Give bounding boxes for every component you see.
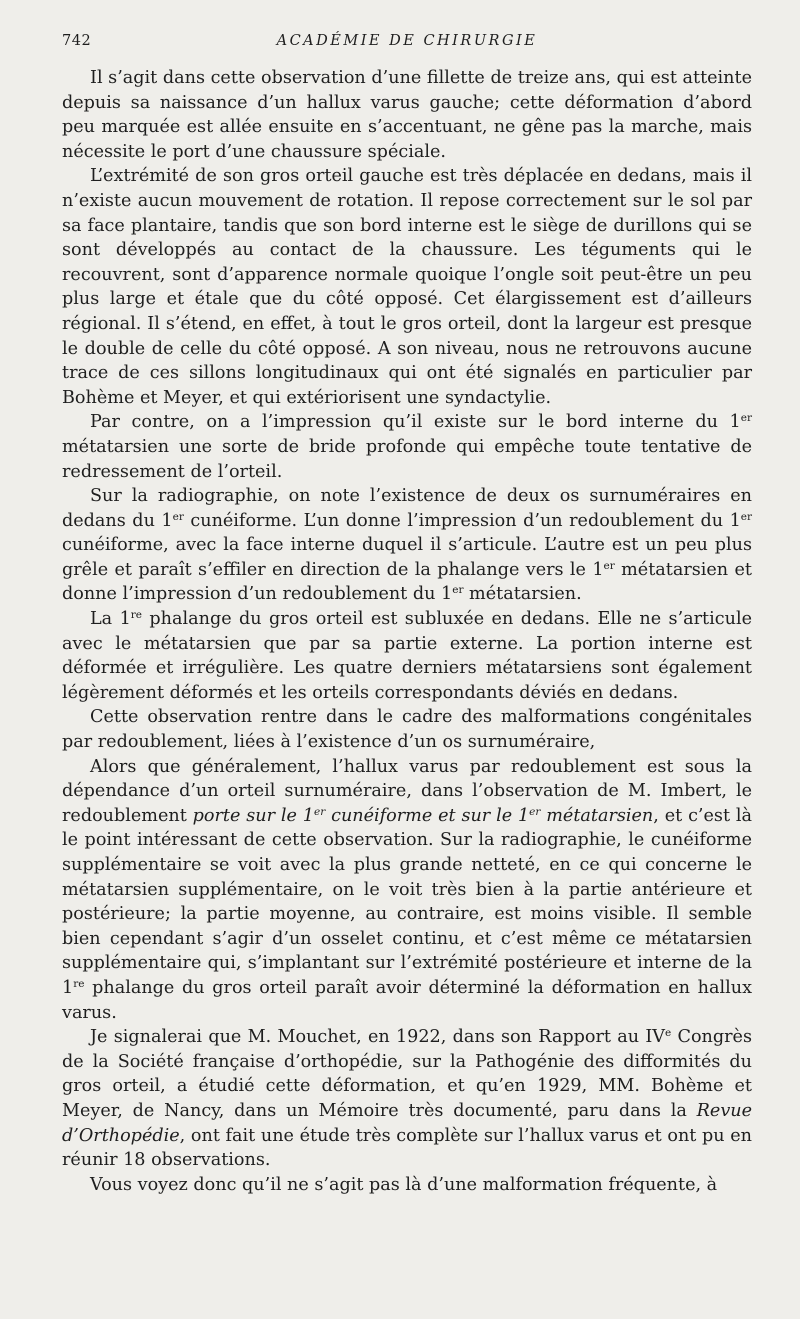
text-run: Sur la radiographie, on note l’existence de deux os surnuméraires en dedans du 1: [62, 486, 752, 531]
text-run: Vous voyez donc qu’il ne s’agit pas là d’une malformation fréquente, à: [90, 1174, 718, 1195]
paragraph: [62, 1173, 752, 1198]
paragraph: [62, 705, 752, 754]
text-run: phalange du gros orteil est subluxée en dedans. Elle ne s’articule avec le métatarsien que par sa partie externe. La portion interne est déformée et irrégulière. Les quatre derniers métatarsiens sont également légèrement déformés et les orteils correspondants déviés en dedans.: [62, 609, 752, 703]
text-run: cunéiforme, avec la face interne duquel il s’articule. L’autre est un peu plus grêle et paraît s’effiler en direction de la phalange vers le 1: [62, 535, 752, 580]
ordinal-superscript: re: [73, 978, 85, 991]
italic-text: Revue d’Orthopédie: [62, 1100, 752, 1146]
paragraph: [62, 66, 752, 164]
text-run: Par contre, on a l’impression qu’il existe sur le bord interne du 1: [90, 412, 741, 433]
text-run: Je signalerai que M. Mouchet, en 1922, dans son Rapport au IV: [90, 1027, 665, 1048]
paragraph: [62, 164, 752, 410]
text-run: La 1: [90, 609, 131, 630]
text-run: Cette observation rentre dans le cadre des malformations congénitales par redoublement, liées à l’existence d’un os surnuméraire,: [62, 707, 752, 753]
text-run: , ont fait une étude très complète sur l’hallux varus et ont pu en réunir 18 observations.: [62, 1125, 752, 1171]
article-body: [62, 66, 752, 1197]
page-number: 742: [62, 33, 92, 49]
paragraph: [62, 755, 752, 1026]
text-run: Congrès de la Société française d’orthopédie, sur la Pathogénie des difformités du gros orteil, a étudié cette déformation, et qu’en 1929, MM. Bohème et Meyer, de Nancy, dans un Mémoire très documenté, paru dans la: [62, 1027, 752, 1121]
text-run: , et c’est là le point intéressant de cette observation. Sur la radiographie, le cunéiforme supplémentaire se voit avec la plus grande netteté, en ce qui concerne le métatarsien supplémentaire, on le voit très bien à la partie antérieure et postérieure; la partie moyenne, au contraire, est moins visible. Il semble bien cependant s’agir d’un osselet continu, et c’est même ce métatarsien supplémentaire qui, s’implantant sur l’extrémité postérieure et interne de la 1: [62, 805, 752, 998]
italic-text: métatarsien: [540, 805, 654, 826]
text-run: Il s’agit dans cette observation d’une fillette de treize ans, qui est atteinte depuis sa naissance d’un hallux varus gauche; cette déformation d’abord peu marquée est allée ensuite en s’accentuant, ne gêne pas la marche, mais nécessite le port d’une chaussure spéciale.: [62, 68, 752, 162]
ordinal-superscript: er: [172, 510, 184, 523]
text-run: phalange du gros orteil paraît avoir déterminé la déformation en hallux varus.: [62, 977, 752, 1023]
paragraph: [62, 607, 752, 705]
text-run: Alors que généralement, l’hallux varus par redoublement est sous la dépendance d’un orteil surnuméraire, dans l’observation de M. Imbert, le redoublement: [62, 756, 752, 826]
ordinal-superscript: er: [603, 560, 615, 573]
ordinal-superscript: re: [130, 609, 143, 622]
paragraph: [62, 1025, 752, 1173]
ordinal-superscript: e: [665, 1027, 672, 1040]
ordinal-superscript: er: [452, 584, 464, 597]
ordinal-superscript: er: [740, 412, 752, 425]
text-run: métatarsien et donne l’impression d’un redoublement du 1: [62, 559, 752, 605]
running-title: ACADÉMIE DE CHIRURGIE: [276, 33, 538, 49]
paragraph: [62, 410, 752, 484]
page-header: [62, 33, 752, 55]
ordinal-superscript: er: [314, 806, 326, 819]
text-run: cunéiforme. L’un donne l’impression d’un redoublement du 1: [183, 510, 741, 531]
text-run: métatarsien.: [463, 584, 582, 605]
text-run: L’extrémité de son gros orteil gauche est très déplacée en dedans, mais il n’existe aucun mouvement de rotation. Il repose correctement sur le sol par sa face plantaire, tandis que son bord interne est le siège de durillons qui se sont développés au contact de la chaussure. Les téguments qui le recouvrent, sont d’apparence normale quoique l’ongle soit peut-être un peu plus large et étale que du côté opposé. Cet élargissement est d’ailleurs régional. Il s’étend, en effet, à tout le gros orteil, dont la largeur est presque le double de celle du côté opposé. A son niveau, nous ne retrouvons aucune trace de ces sillons longitudinaux qui ont été signalés en particulier par Bohème et Meyer, et qui extériorisent une syndactylie.: [62, 166, 752, 408]
ordinal-superscript: er: [740, 510, 752, 523]
text-run: métatarsien une sorte de bride profonde qui empêche toute tentative de redressement de l’orteil.: [62, 436, 752, 482]
paragraph: [62, 484, 752, 607]
ordinal-superscript: er: [529, 806, 541, 819]
italic-text: cunéiforme et sur le 1: [325, 805, 530, 826]
italic-text: porte sur le 1: [192, 805, 314, 826]
